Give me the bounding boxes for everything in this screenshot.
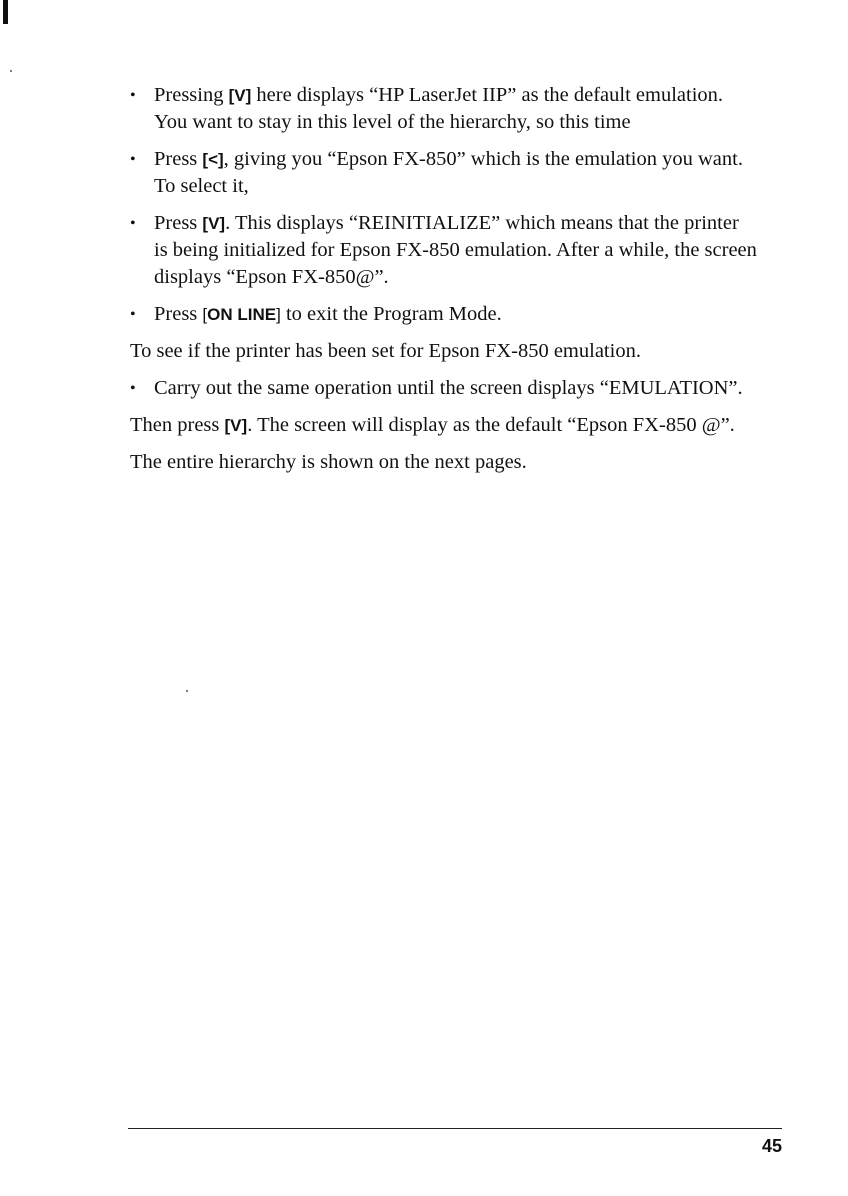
text-line: Press [V]. This displays “REINITIALIZE” which means that the printer bbox=[154, 212, 739, 234]
text-line: Press [<], giving you “Epson FX-850” which is the emulation you want. bbox=[154, 148, 743, 170]
text-line: Press [ON LINE] to exit the Program Mode. bbox=[154, 303, 502, 325]
list-item bbox=[130, 210, 790, 291]
text-line: displays “Epson FX-850@”. bbox=[154, 266, 389, 288]
text-line: is being initialized for Epson FX-850 emulation. After a while, the screen bbox=[154, 239, 757, 261]
scan-speck bbox=[186, 690, 188, 692]
text-line: To select it, bbox=[154, 175, 249, 197]
key-label: [V] bbox=[228, 86, 252, 105]
page-number: 45 bbox=[761, 1136, 782, 1156]
bullet-dot: • bbox=[130, 380, 136, 397]
key-label: [V] bbox=[224, 416, 248, 435]
key-label: ON LINE bbox=[207, 305, 277, 324]
paragraph: The entire hierarchy is shown on the next pages. bbox=[130, 451, 527, 473]
key-label: [V] bbox=[202, 214, 226, 233]
bullet-dot: • bbox=[130, 215, 136, 232]
page-body bbox=[130, 82, 790, 486]
bullet-dot: • bbox=[130, 87, 136, 104]
paragraph: Then press [V]. The screen will display as the default “Epson FX-850 @”. bbox=[130, 414, 735, 436]
key-label: [<] bbox=[202, 150, 224, 169]
text-line: Carry out the same operation until the screen displays “EMULATION”. bbox=[154, 377, 743, 399]
list-item bbox=[130, 146, 790, 200]
list-item bbox=[130, 301, 790, 328]
footer-rule bbox=[128, 1128, 782, 1129]
bullet-dot: • bbox=[130, 151, 136, 168]
list-item bbox=[130, 82, 790, 136]
margin-bar-mark bbox=[3, 0, 8, 24]
text-line: Pressing [V] here displays “HP LaserJet IIP” as the default emulation. bbox=[154, 84, 724, 106]
list-item bbox=[130, 375, 790, 402]
bullet-dot: • bbox=[130, 306, 136, 323]
paragraph: To see if the printer has been set for Epson FX-850 emulation. bbox=[130, 340, 641, 362]
scan-speck bbox=[10, 70, 12, 72]
text-line: You want to stay in this level of the hierarchy, so this time bbox=[154, 111, 631, 133]
